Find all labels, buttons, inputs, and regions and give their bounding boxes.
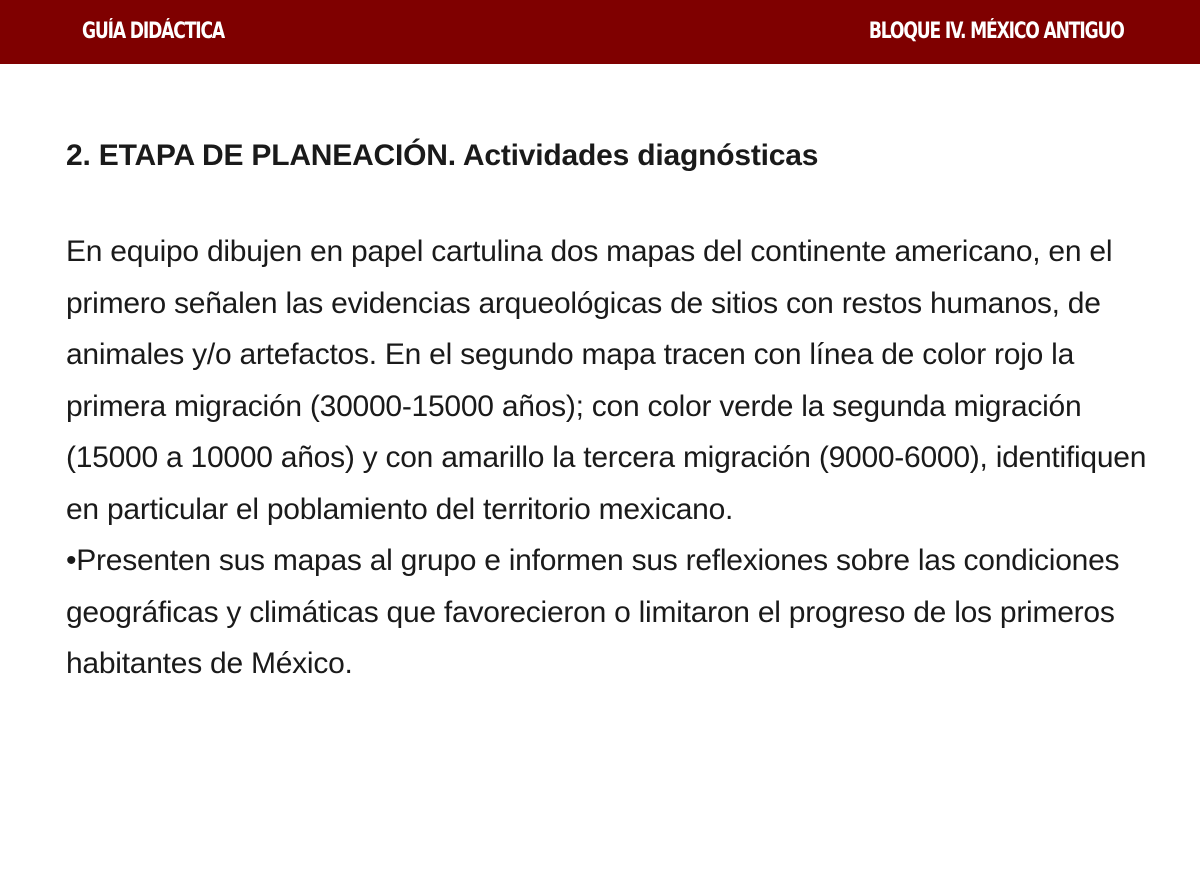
- slide-title: 2. ETAPA DE PLANEACIÓN. Actividades diagnósticas: [66, 139, 819, 172]
- activity-instructions: En equipo dibujen en papel cartulina dos mapas del continente americano, en el primero señalen las evidencias arqueológicas de sitios con restos humanos, de animales y/o artefactos. En el segundo mapa tracen con línea de color rojo la primera migración (30000-15000 años); con color verde la segunda migración (15000 a 10000 años) y con amarillo la tercera migración (9000-6000), identifiquen en particular el poblamiento del territorio mexicano.: [66, 235, 1147, 526]
- slide-content: [66, 128, 1156, 690]
- presentation-instructions: •Presenten sus mapas al grupo e informen sus reflexiones sobre las condiciones geográficas y climáticas que favorecieron o limitaron el progreso de los primeros habitantes de México.: [66, 544, 1120, 680]
- header-block-label: BLOQUE IV. MÉXICO ANTIGUO: [869, 19, 1124, 44]
- header-bar: [0, 0, 1200, 64]
- header-guide-label: GUÍA DIDÁCTICA: [82, 19, 224, 44]
